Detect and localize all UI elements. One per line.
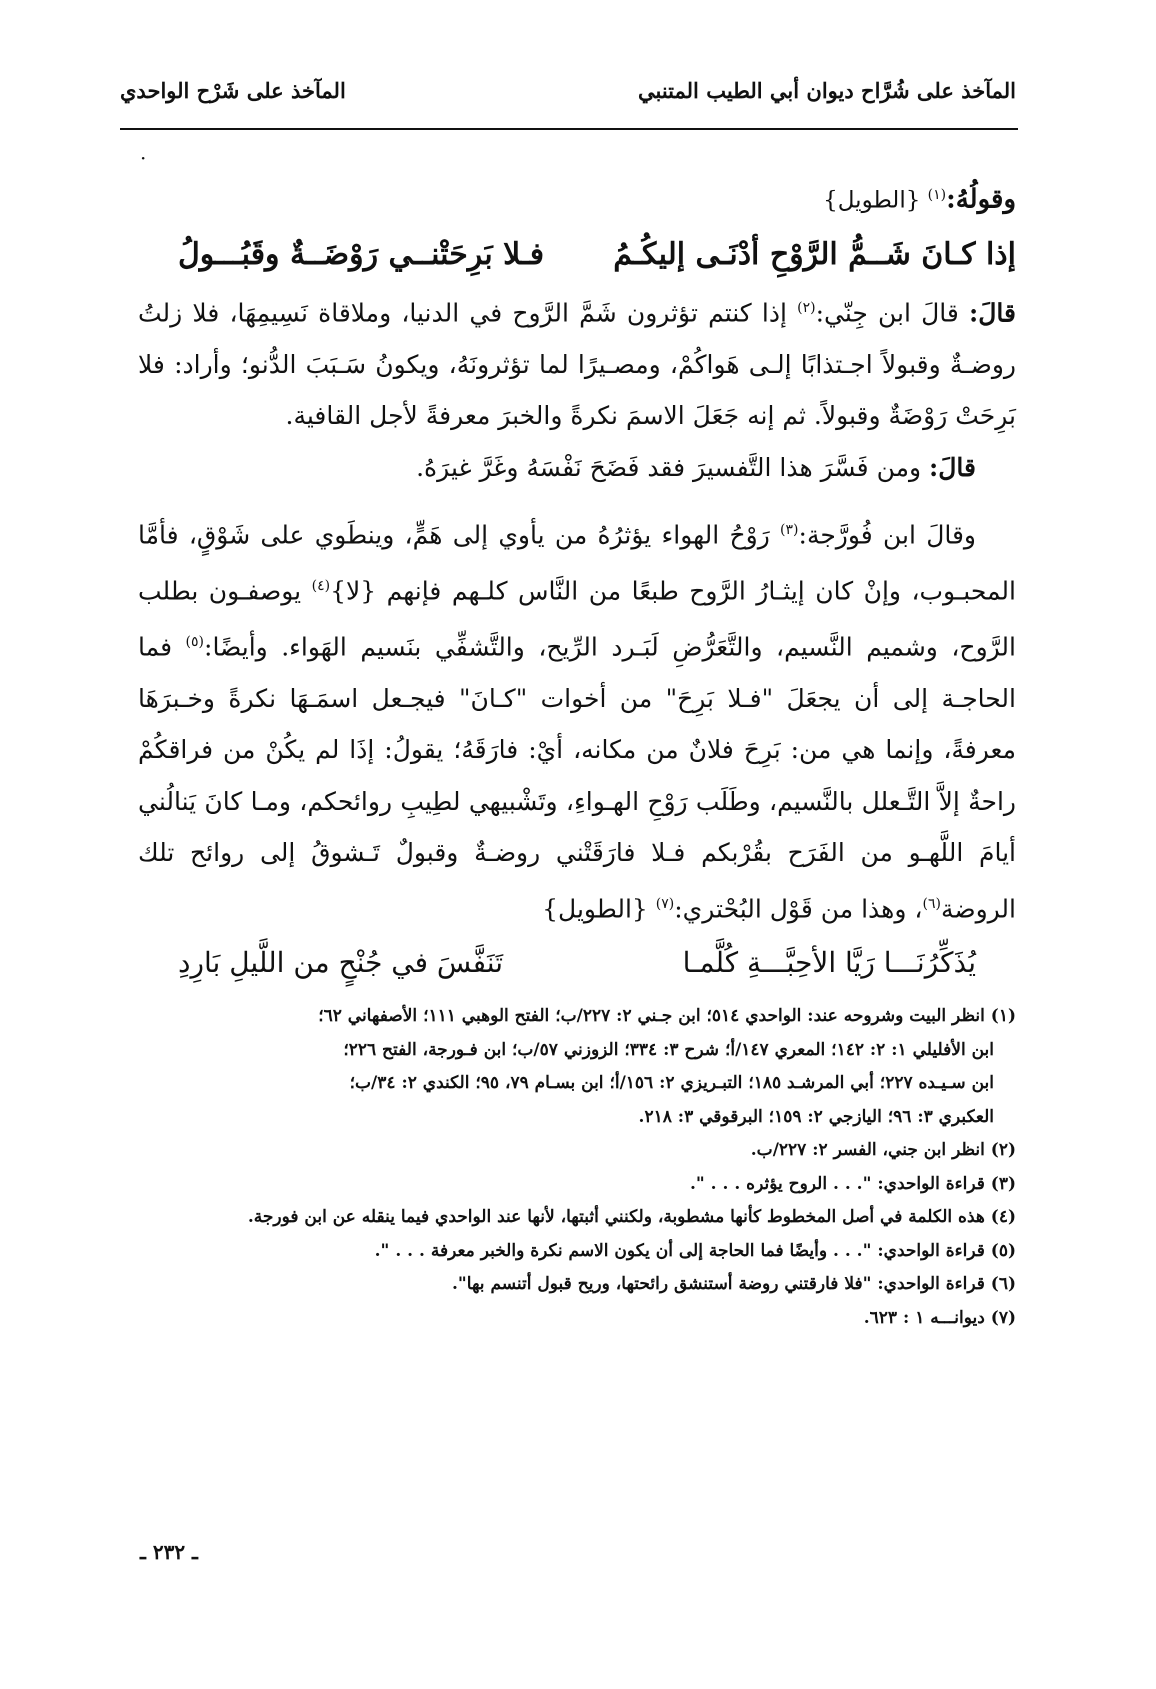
footnote-ref[interactable]: (٤) — [311, 578, 331, 595]
header-rule — [120, 128, 1018, 130]
paragraph-text: ، وهذا من قَوْل البُحْتري: — [674, 894, 923, 924]
footnote-ref[interactable]: (٧) — [655, 895, 675, 912]
running-header — [120, 78, 1016, 103]
footnote: (٣) قراءة الواحدي: ". . . الروح يؤثره . . . ". — [689, 1173, 1016, 1194]
footnote: (٦) قراءة الواحدي: "فلا فارقتني روضة أستنشق رائحتها، وريح قبول أتنسم بها". — [452, 1274, 1016, 1294]
footnote: (٥) قراءة الواحدي: ". . . وأيضًا فما الحاجة إلى أن يكون الاسم نكرة والخبر معرفة . . . ". — [374, 1240, 1016, 1261]
meter-label: {الطويل} — [823, 187, 921, 214]
paragraph-text: يوصفـون بطلب الرَّوح، وشميم النَّسيم، والتَّعَرُّضِ لَبَـرد الرِّيح، والتَّشفِّي بنَسيم الهَواء. وأيضًا: — [138, 576, 1016, 662]
footnote-continuation: ابن سـيـده ٢٢٧؛ أبي المرشـد ١٨٥؛ التبـريزي ٢: ١٥٦/أ؛ ابن بسـام ٧٩، ٩٥؛ الكندي ٢: ٣٤/ب؛ — [349, 1073, 994, 1093]
paragraph-text: فما الحاجـة إلى أن يجعَلَ "فـلا بَرِحَ" من أخوات "كـانَ" فيجـعل اسمَـهَا نكرةً وخـبرَهَا معرفةً، وإنما هي من: بَرِحَ فلانٌ من مكانه، أيْ: فارَقَهُ؛ يقولُ: إذَا لم يكُنْ من فراقكُمْ راحةٌ إلاَّ التَّـعلل بالنَّسيم، وطَلَب رَوْحِ الهـواءِ، وتَشْبيهي لطِيبِ روائحكم، ومـا كانَ يَنالُني أيامَ اللَّهـو من الفَرَح بقُرْبكم فـلا فارَقَتْني روضـةٌ وقبولٌ تَـشوقُ إلى روائح تلك الروضة — [138, 632, 1016, 924]
footnote-ref[interactable]: (١) — [927, 187, 947, 203]
paragraph-ibn-jinni — [138, 283, 1016, 442]
footnotes — [120, 1000, 1016, 1335]
paragraph-text: ومن فَسَّرَ هذا التَّفسيرَ فقد فَضَحَ نَفْسَهُ وغَرَّ غيرَهُ. — [416, 452, 922, 482]
paragraph-text: رَوْحُ الهواء يؤثرُهُ من يأوي إلى هَمٍّ، وينطَوي على شَوْقٍ، فأمَّا المحبـوب، وإنْ كان إيثـارُ الرَّوح طبعًا من النَّاس كلـهم فإنهم {لا} — [138, 520, 1016, 606]
header-chapter-title: المآخذ على شَرْح الواحدي — [120, 78, 346, 103]
main-text — [138, 170, 1016, 991]
page-number: ـ ٢٣٢ ـ — [140, 1540, 198, 1564]
paragraph-text: إذا كنتم تؤثرون شَمَّ الرَّوح في الدنيا، وملاقاة نَسِيمِهَا، فلا زلتُ روضـةٌ وقبولاً اجـتذابًا إلـى هَواكُمْ، ومصـيرًا لما تؤثرونَهُ، ويكونُ سَـبَبَ الدُّنو؛ وأراد: فلا بَرِحَتْ رَوْضَةٌ وقبولاً. ثم إنه جَعَلَ الاسمَ نكرةً والخبرَ معرفةً لأجل القافية. — [138, 298, 1016, 431]
scan-speck: · — [140, 146, 147, 170]
paragraph-ibn-furraja — [138, 505, 1016, 934]
header-book-title: المآخذ على شُرَّاح ديوان أبي الطيب المتنبي — [638, 78, 1016, 103]
footnote-continuation: ابن الأفليلي ١: ٢: ١٤٢؛ المعري ١٤٧/أ؛ شرح ٣: ٣٣٤؛ الزوزني ٥٧/ب؛ ابن فـورجة، الفتح ٢٢٦؛ — [343, 1039, 994, 1060]
footnote: (١) انظر البيت وشروحه عند: الواحدي ٥١٤؛ ابن جـني ٢: ٢٢٧/ب؛ الفتح الوهبي ١١١؛ الأصفهاني ٦٢؛ — [318, 1006, 1016, 1026]
footnote-ref[interactable]: (٢) — [797, 300, 816, 317]
footnote-continuation: العكبري ٣: ٩٦؛ اليازجي ٢: ١٥٩؛ البرقوقي ٣: ٢١٨. — [638, 1106, 994, 1127]
footnote-ref[interactable]: (٦) — [922, 895, 941, 912]
paragraph-response — [138, 442, 1016, 494]
speaker-label: قالَ: — [929, 452, 976, 482]
paragraph-text: وقالَ ابن فُورَّجة: — [798, 520, 976, 550]
meter-label: {الطويل} — [542, 894, 648, 924]
verse-first-hemistich: إذا كـانَ شَــمُّ الرَّوْحِ أدْنَـى إليكُـمُ — [613, 237, 1016, 273]
verse-line — [138, 935, 1016, 991]
footnote: (٤) هذه الكلمة في أصل المخطوط كأنها مشطوبة، ولكنني أثبتها، لأنها عند الواحدي فيما ينقله عن ابن فورجة. — [247, 1207, 1016, 1227]
verse-second-hemistich: تَنَفَّسَ في جُنْحٍ من اللَّيلِ بَارِدِ — [178, 945, 504, 979]
verse-intro — [138, 170, 1016, 227]
paragraph-text: قالَ ابن جِنّي: — [815, 298, 959, 328]
verse-line — [138, 227, 1016, 283]
footnote: (٧) ديوانـــه ١ : ٦٢٣. — [863, 1307, 1016, 1328]
verse-second-hemistich: فـلا بَرِحَتْنــي رَوْضَــةٌ وقَبُـــولُ — [178, 237, 545, 273]
footnote-ref[interactable]: (٥) — [185, 634, 205, 651]
intro-word: وقولُهُ: — [946, 184, 1016, 215]
verse-first-hemistich: يُذَكِّرُنَـــا رَيَّا الأحِبَّـــةِ كُلَّمـا — [682, 945, 976, 979]
speaker-label: قالَ: — [969, 298, 1016, 328]
footnote-ref[interactable]: (٣) — [780, 522, 799, 539]
footnote: (٢) انظر ابن جني، الفسر ٢: ٢٢٧/ب. — [750, 1140, 1016, 1160]
